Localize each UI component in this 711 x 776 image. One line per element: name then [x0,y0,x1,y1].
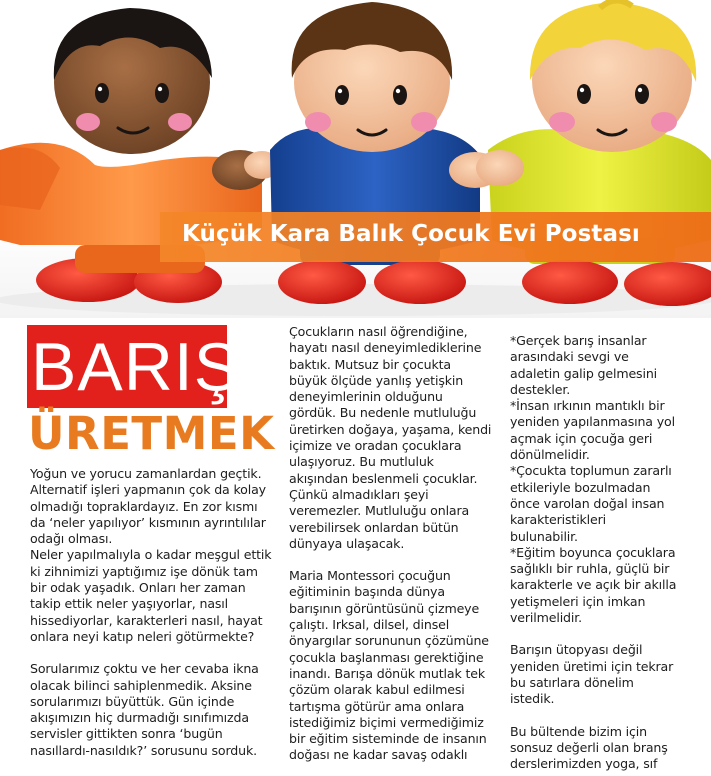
article-title-box [27,325,260,408]
paragraph: Bu bültende bizim için sonsuz değerli olan branş derslerimizden yoga, sıf [510,723,668,772]
newsletter-title: Küçük Kara Balık Çocuk Evi Postası [182,221,640,247]
paragraph: Barışın ütopyası değil yeniden üretimi için tekrar bu satırlara dönelim istedik. [510,642,674,707]
newsletter-banner [160,212,711,262]
text-column-2 [289,324,504,776]
paragraph: Maria Montessori çocuğun eğitiminin başında dünya barışının görüntüsünü çizmeye çalıştı. Irksal, dilsel, dinsel önyargılar sorununun çözümüne çocukla başlanması gerektiğine inandı. Barışa dönük mutlak tek çözüm olarak kabul edilmesi tartışma götürür ama onlara istediğimiz biçimi vermediğimiz bir eğitim sisteminde de insanın doğası ne kadar savaş odaklı [289,568,489,763]
text-column-1 [30,466,280,775]
paragraph: *Gerçek barış insanlar arasındaki sevgi ve adaletin galip gelmesini destekler. *İnsan ırkının mantıklı bir yeniden yapılanmasına yol açmak için çocuğa geri dönülmelidir. *Çocukta toplumun zararlı etkileriyle bozulmadan önce varolan doğal insan karakteristikleri bulunabilir. *Eğitim boyunca çocuklara sağlıklı bir ruhla, güçlü bir karakterle ve açık bir akılla yetişmeleri için imkan verilmelidir. [510,333,677,626]
text-column-3 [510,333,710,776]
paragraph: Yoğun ve yorucu zamanlardan geçtik. Alternatif işleri yapmanın çok da kolay olmadığı topraklardayız. En zor kısmı da ‘neler yapılıyor’ kısmının ayrıntılılar odağı olması. Neler yapılmalıyla o kadar meşgul ettik ki zihnimizi yaptığımız işe dönük tam bir odak yaşadık. Onları her zaman takip ettik neler yaşıyorlar, nasıl hissediyorlar, karakterleri nasıl, hayat onlara neyi katıp neleri götürmekte? [30,466,272,644]
paragraph: Sorularımız çoktu ve her cevaba ikna olacak bilinci sahiplenmedik. Aksine sorularımızı büyüttük. Gün içinde akışımızın hiç durmadığı sınıfımızda servisler gittikten sonra ‘bugün nasıllardı-nasıldık?’ sorusunu sorduk. [30,661,259,758]
article-subtitle: ÜRETMEK [28,407,275,460]
paragraph: Çocukların nasıl öğrendiğine, hayatı nasıl deneyimlediklerine baktık. Mutsuz bir çocukta büyük ölçüde yanlış yetişkin deneyimlerinin olduğunu gördük. Bu nedenle mutluluğu üretirken doğaya, yaşama, kendi içimize ve oradan çocuklara ulaşıyoruz. Bu mutluluk akışından beslenmeli çocuklar. Çünkü almadıkları şeyi veremezler. Mutluluğu onlara verebilirsek onlardan bütün dünyaya ulaşacak. [289,324,492,551]
hero-illustration [0,0,711,318]
article-title: BARIŞI [31,329,260,405]
toy-figures-image [0,0,711,318]
